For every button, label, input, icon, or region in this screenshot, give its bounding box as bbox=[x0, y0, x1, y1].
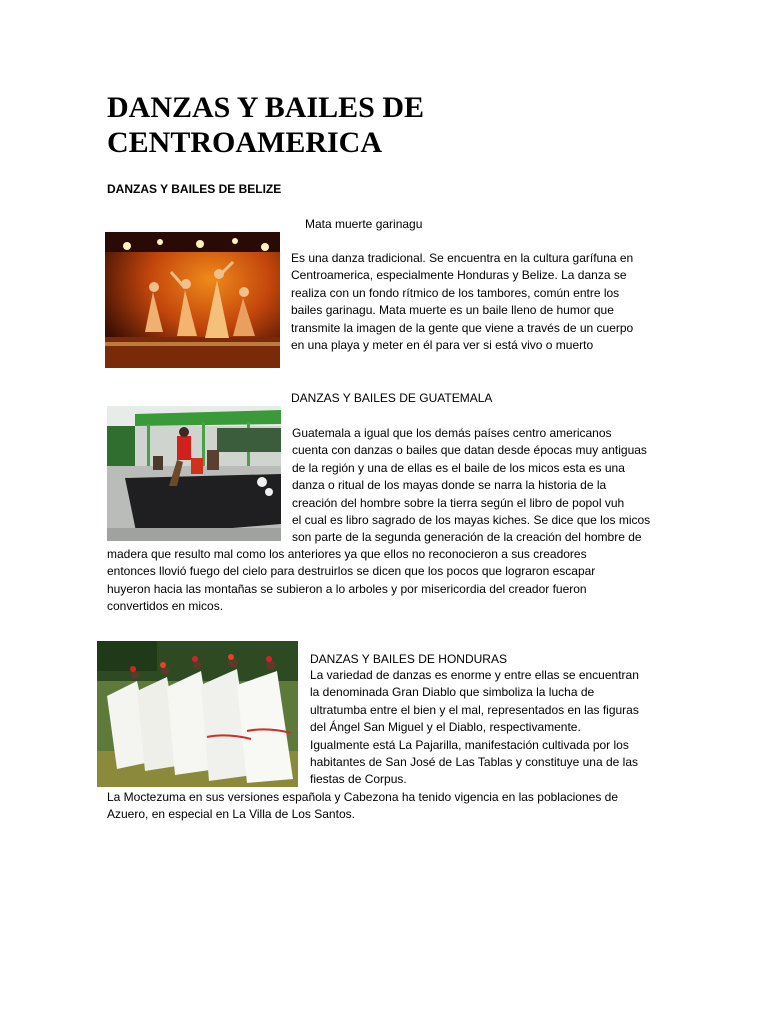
text-line: Guatemala a igual que los demás países centro americanos bbox=[292, 426, 612, 440]
photo-guatemala-dancers bbox=[107, 406, 281, 541]
text-line: transmite la imagen de la gente que viene a través de un cuerpo bbox=[291, 320, 634, 335]
text-line: entonces llovió fuego del cielo para destruirlos se dicen que los pocos que lograron escapar bbox=[107, 564, 596, 579]
page-title-line-1: DANZAS Y BAILES DE bbox=[107, 91, 425, 124]
text-line: el cual es libro sagrado de los mayas kiches. Se dice que los micos bbox=[292, 513, 651, 528]
text-line: fiestas de Corpus. bbox=[310, 772, 407, 787]
page-title bbox=[107, 90, 667, 160]
text-line: realiza con un fondo rítmico de los tambores, común entre los bbox=[291, 285, 620, 300]
photo-belize-dancers bbox=[105, 232, 280, 368]
paragraph-guatemala-full bbox=[107, 546, 595, 616]
subheading-mata-muerte: Mata muerte garinagu bbox=[305, 217, 423, 231]
page-title-line-2: CENTROAMERICA bbox=[107, 126, 383, 159]
paragraph-belize bbox=[291, 250, 633, 354]
paragraph-guatemala-right bbox=[292, 425, 650, 547]
text-line: danza o ritual de los mayas donde se narra la historia de la bbox=[292, 478, 607, 493]
text-line: cuenta con danzas o bailes que datan desde épocas muy antiguas bbox=[292, 443, 647, 458]
text-line: ultratumba entre el bien y el mal, representados en las figuras bbox=[310, 702, 639, 717]
paragraph-honduras-full bbox=[107, 789, 618, 824]
text-line: La variedad de danzas es enorme y entre ellas se encuentran bbox=[310, 668, 639, 682]
text-line: son parte de la segunda generación de la creación del hombre de bbox=[292, 530, 642, 545]
text-line: Azuero, en especial en La Villa de Los Santos. bbox=[107, 807, 355, 822]
photo-honduras-dancers bbox=[97, 641, 298, 787]
section-heading-guatemala: DANZAS Y BAILES DE GUATEMALA bbox=[291, 391, 493, 405]
text-line: Es una danza tradicional. Se encuentra en la cultura garífuna en bbox=[291, 251, 634, 265]
section-heading-honduras: DANZAS Y BAILES DE HONDURAS bbox=[310, 652, 507, 666]
text-line: huyeron hacia las montañas se subieron a lo arboles y por misericordia del creador fueron bbox=[107, 581, 587, 596]
text-line: La Moctezuma en sus versiones española y Cabezona ha tenido vigencia en las poblaciones de bbox=[107, 790, 618, 804]
text-line: habitantes de San José de Las Tablas y constituye una de las bbox=[310, 755, 639, 770]
section-heading-belize: DANZAS Y BAILES DE BELIZE bbox=[107, 182, 282, 196]
text-line: en una playa y meter en él para ver si está vivo o muerto bbox=[291, 338, 594, 353]
text-line: Centroamerica, especialmente Honduras y Belize. La danza se bbox=[291, 268, 627, 283]
paragraph-honduras-right bbox=[310, 667, 639, 789]
text-line: la denominada Gran Diablo que simboliza la lucha de bbox=[310, 685, 595, 700]
text-line: madera que resulto mal como los anteriores ya que ellos no reconocieron a sus creadores bbox=[107, 547, 587, 561]
text-line: del Ángel San Miguel y el Diablo, respectivamente. bbox=[310, 720, 581, 735]
text-line: de la región y una de ellas es el baile de los micos esta es una bbox=[292, 460, 625, 475]
text-line: convertidos en micos. bbox=[107, 599, 224, 614]
text-line: Igualmente está La Pajarilla, manifestación cultivada por los bbox=[310, 737, 629, 752]
text-line: creación del hombre sobre la tierra según el libro de popol vuh bbox=[292, 495, 625, 510]
text-line: bailes garinagu. Mata muerte es un baile lleno de humor que bbox=[291, 303, 614, 318]
